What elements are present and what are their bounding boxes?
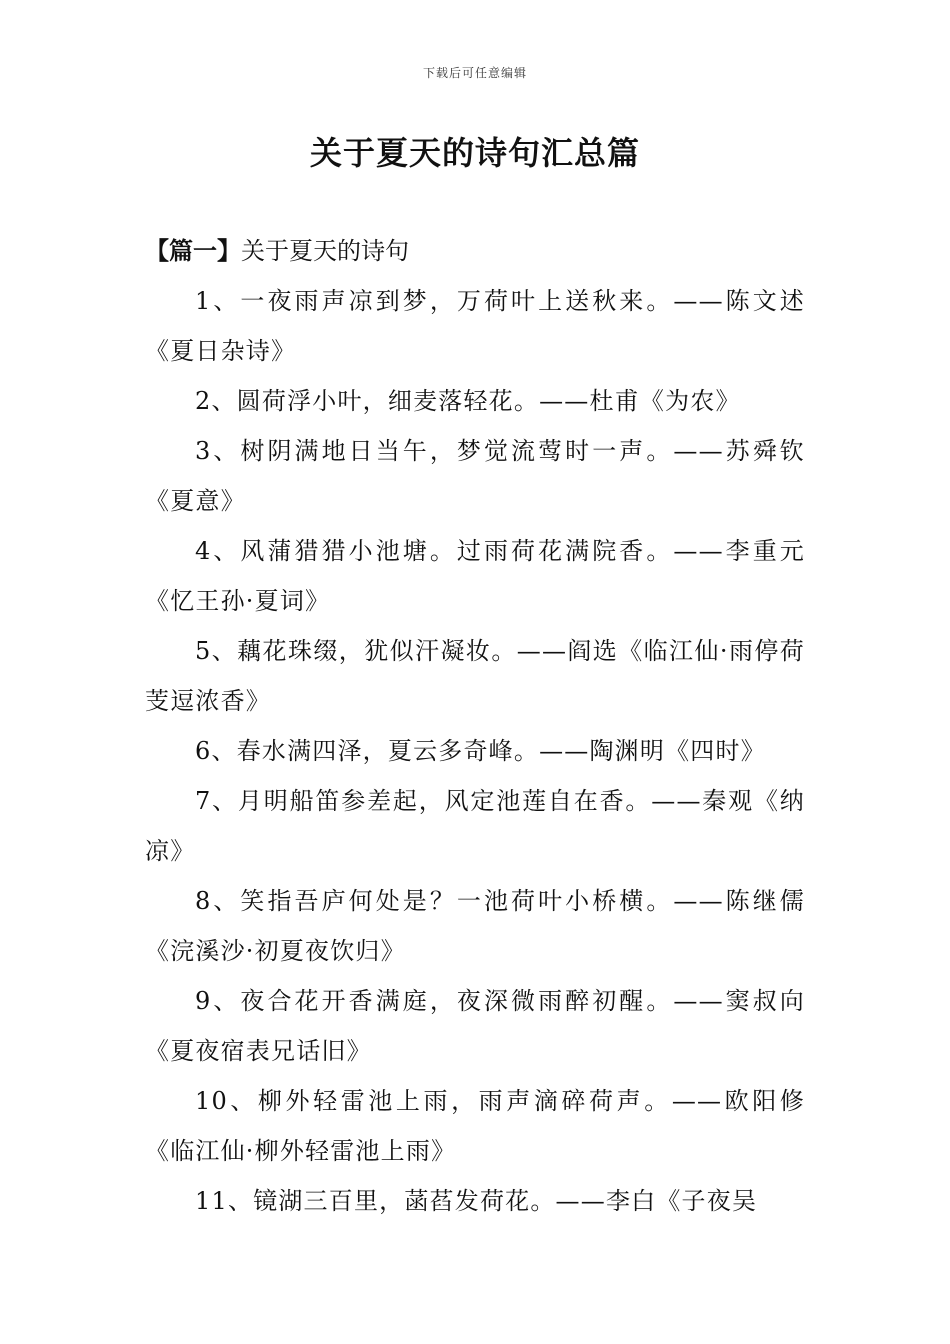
poem-line-11: 11、镜湖三百里，菡萏发荷花。——李白《子夜吴 [195, 1187, 758, 1215]
poem-line-4: 4、风蒲猎猎小池塘。过雨荷花满院香。——李重元《忆王孙·夏词》 [145, 537, 805, 615]
section-label: 【篇一】 [145, 236, 241, 265]
poem-line-3: 3、树阴满地日当午，梦觉流莺时一声。——苏舜钦《夏意》 [145, 437, 805, 515]
poem-line-8: 8、笑指吾庐何处是？一池荷叶小桥横。——陈继儒《浣溪沙·初夏夜饮归》 [145, 887, 805, 965]
document-body [145, 226, 805, 1226]
poem-line-2: 2、圆荷浮小叶，细麦落轻花。——杜甫《为农》 [195, 387, 741, 415]
section-title: 关于夏天的诗句 [241, 237, 409, 265]
poem-line-10: 10、柳外轻雷池上雨，雨声滴碎荷声。——欧阳修《临江仙·柳外轻雷池上雨》 [145, 1087, 805, 1165]
poem-line-7: 7、月明船笛参差起，风定池莲自在香。——秦观《纳凉》 [145, 787, 805, 865]
page-header-note: 下载后可任意编辑 [422, 66, 527, 80]
poem-line-6: 6、春水满四泽，夏云多奇峰。——陶渊明《四时》 [195, 737, 766, 765]
section-heading [145, 226, 805, 276]
poem-line-5: 5、藕花珠缀，犹似汗凝妆。——阎选《临江仙·雨停荷芰逗浓香》 [145, 637, 805, 715]
poem-line-1: 1、一夜雨声凉到梦，万荷叶上送秋来。——陈文述《夏日杂诗》 [145, 287, 805, 365]
document-title: 关于夏天的诗句汇总篇 [309, 134, 640, 172]
poem-line-9: 9、夜合花开香满庭，夜深微雨醉初醒。——窦叔向《夏夜宿表兄话旧》 [145, 987, 805, 1065]
